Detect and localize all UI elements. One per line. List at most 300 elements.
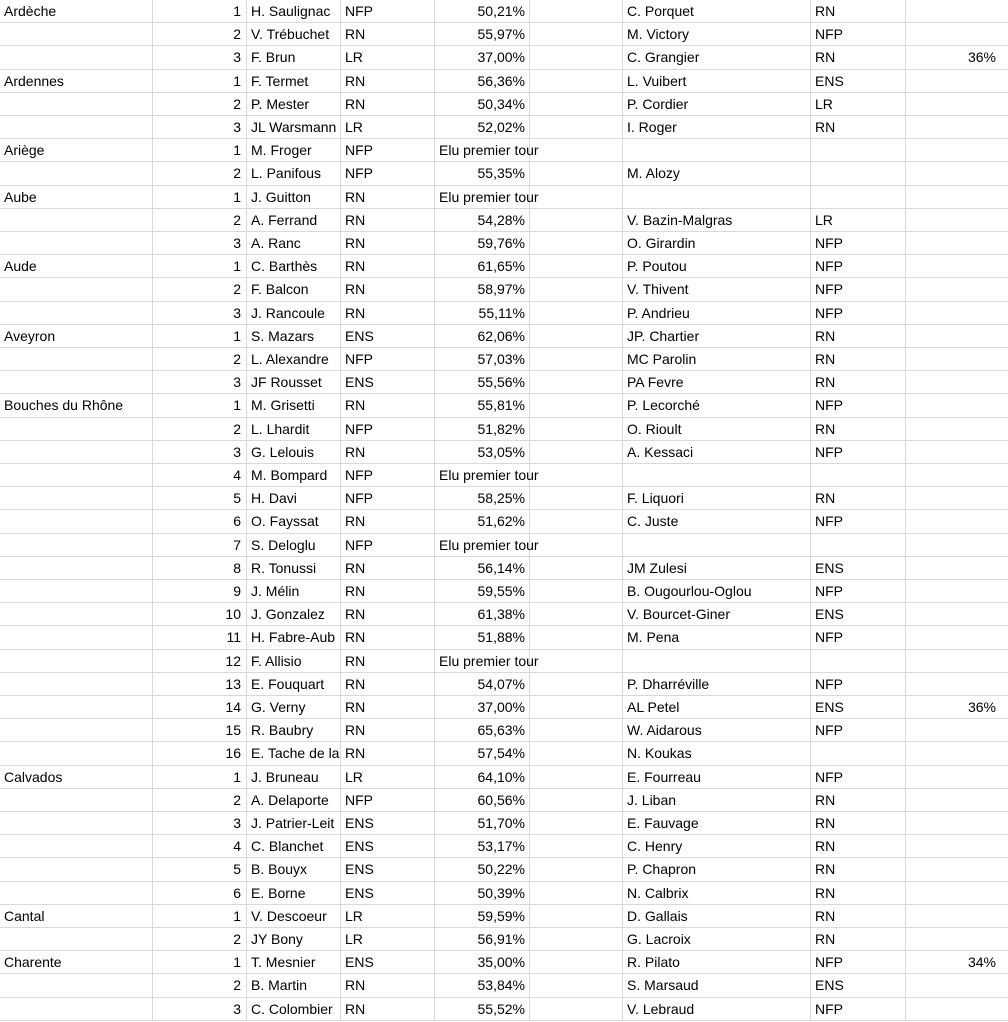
opponent-cell[interactable]: G. Lacroix xyxy=(623,928,811,951)
extra-percent-cell[interactable] xyxy=(906,186,1008,209)
department-cell[interactable] xyxy=(0,371,153,394)
candidate-cell[interactable]: A. Ranc xyxy=(247,232,341,255)
opponent-cell[interactable]: V. Thivent xyxy=(623,278,811,301)
candidate-cell[interactable]: G. Lelouis xyxy=(247,441,341,464)
opponent-party-cell[interactable]: ENS xyxy=(811,557,906,580)
constituency-number-cell[interactable]: 1 xyxy=(153,766,247,789)
score-cell[interactable]: 55,56% xyxy=(435,371,530,394)
opponent-cell[interactable]: M. Alozy xyxy=(623,162,811,185)
candidate-party-cell[interactable]: LR xyxy=(341,46,435,69)
opponent-cell[interactable]: L. Vuibert xyxy=(623,70,811,93)
candidate-cell[interactable]: E. Fouquart xyxy=(247,673,341,696)
opponent-cell[interactable] xyxy=(623,139,811,162)
empty-cell[interactable] xyxy=(530,464,623,487)
candidate-cell[interactable]: H. Fabre-Aub xyxy=(247,626,341,649)
department-cell[interactable] xyxy=(0,46,153,69)
candidate-cell[interactable]: JL Warsmann xyxy=(247,116,341,139)
extra-percent-cell[interactable] xyxy=(906,812,1008,835)
opponent-party-cell[interactable] xyxy=(811,650,906,673)
candidate-cell[interactable]: R. Tonussi xyxy=(247,557,341,580)
candidate-party-cell[interactable]: ENS xyxy=(341,325,435,348)
extra-percent-cell[interactable] xyxy=(906,162,1008,185)
opponent-party-cell[interactable]: ENS xyxy=(811,974,906,997)
opponent-cell[interactable]: JM Zulesi xyxy=(623,557,811,580)
score-cell[interactable]: 56,91% xyxy=(435,928,530,951)
score-cell[interactable]: 35,00% xyxy=(435,951,530,974)
department-cell[interactable] xyxy=(0,742,153,765)
opponent-party-cell[interactable] xyxy=(811,139,906,162)
candidate-cell[interactable]: L. Panifous xyxy=(247,162,341,185)
score-cell[interactable]: 56,36% xyxy=(435,70,530,93)
candidate-party-cell[interactable]: RN xyxy=(341,278,435,301)
constituency-number-cell[interactable]: 10 xyxy=(153,603,247,626)
empty-cell[interactable] xyxy=(530,418,623,441)
constituency-number-cell[interactable]: 2 xyxy=(153,928,247,951)
constituency-number-cell[interactable]: 2 xyxy=(153,789,247,812)
score-cell[interactable]: 60,56% xyxy=(435,789,530,812)
constituency-number-cell[interactable]: 15 xyxy=(153,719,247,742)
candidate-party-cell[interactable]: NFP xyxy=(341,534,435,557)
candidate-party-cell[interactable]: NFP xyxy=(341,487,435,510)
opponent-cell[interactable]: C. Porquet xyxy=(623,0,811,23)
empty-cell[interactable] xyxy=(530,603,623,626)
score-cell[interactable]: 61,65% xyxy=(435,255,530,278)
empty-cell[interactable] xyxy=(530,742,623,765)
extra-percent-cell[interactable] xyxy=(906,766,1008,789)
empty-cell[interactable] xyxy=(530,302,623,325)
opponent-cell[interactable]: O. Rioult xyxy=(623,418,811,441)
extra-percent-cell[interactable] xyxy=(906,70,1008,93)
candidate-party-cell[interactable]: RN xyxy=(341,974,435,997)
score-cell[interactable]: Elu premier tour xyxy=(435,139,530,162)
opponent-cell[interactable] xyxy=(623,650,811,673)
extra-percent-cell[interactable] xyxy=(906,441,1008,464)
extra-percent-cell[interactable]: 36% xyxy=(906,696,1008,719)
department-cell[interactable] xyxy=(0,673,153,696)
opponent-party-cell[interactable]: RN xyxy=(811,858,906,881)
candidate-cell[interactable]: C. Barthès xyxy=(247,255,341,278)
opponent-cell[interactable]: C. Henry xyxy=(623,835,811,858)
opponent-party-cell[interactable]: RN xyxy=(811,789,906,812)
candidate-cell[interactable]: F. Balcon xyxy=(247,278,341,301)
constituency-number-cell[interactable]: 2 xyxy=(153,209,247,232)
score-cell[interactable]: 55,35% xyxy=(435,162,530,185)
extra-percent-cell[interactable] xyxy=(906,394,1008,417)
department-cell[interactable] xyxy=(0,23,153,46)
candidate-party-cell[interactable]: RN xyxy=(341,186,435,209)
empty-cell[interactable] xyxy=(530,696,623,719)
score-cell[interactable]: 51,62% xyxy=(435,510,530,533)
candidate-party-cell[interactable]: RN xyxy=(341,719,435,742)
opponent-cell[interactable] xyxy=(623,464,811,487)
constituency-number-cell[interactable]: 8 xyxy=(153,557,247,580)
candidate-cell[interactable]: P. Mester xyxy=(247,93,341,116)
department-cell[interactable]: Bouches du Rhône xyxy=(0,394,153,417)
opponent-party-cell[interactable]: NFP xyxy=(811,951,906,974)
opponent-party-cell[interactable]: RN xyxy=(811,905,906,928)
constituency-number-cell[interactable]: 13 xyxy=(153,673,247,696)
score-cell[interactable]: 51,82% xyxy=(435,418,530,441)
score-cell[interactable]: 53,84% xyxy=(435,974,530,997)
empty-cell[interactable] xyxy=(530,951,623,974)
candidate-party-cell[interactable]: RN xyxy=(341,696,435,719)
candidate-cell[interactable]: S. Deloglu xyxy=(247,534,341,557)
candidate-party-cell[interactable]: NFP xyxy=(341,464,435,487)
empty-cell[interactable] xyxy=(530,394,623,417)
opponent-cell[interactable]: PA Fevre xyxy=(623,371,811,394)
candidate-cell[interactable]: A. Delaporte xyxy=(247,789,341,812)
empty-cell[interactable] xyxy=(530,441,623,464)
opponent-party-cell[interactable]: RN xyxy=(811,835,906,858)
constituency-number-cell[interactable]: 2 xyxy=(153,93,247,116)
empty-cell[interactable] xyxy=(530,139,623,162)
constituency-number-cell[interactable]: 3 xyxy=(153,371,247,394)
score-cell[interactable]: 55,81% xyxy=(435,394,530,417)
opponent-cell[interactable]: N. Koukas xyxy=(623,742,811,765)
extra-percent-cell[interactable] xyxy=(906,23,1008,46)
extra-percent-cell[interactable] xyxy=(906,789,1008,812)
extra-percent-cell[interactable] xyxy=(906,139,1008,162)
extra-percent-cell[interactable] xyxy=(906,835,1008,858)
opponent-party-cell[interactable] xyxy=(811,186,906,209)
candidate-party-cell[interactable]: NFP xyxy=(341,162,435,185)
extra-percent-cell[interactable] xyxy=(906,255,1008,278)
department-cell[interactable] xyxy=(0,835,153,858)
department-cell[interactable] xyxy=(0,626,153,649)
constituency-number-cell[interactable]: 3 xyxy=(153,812,247,835)
score-cell[interactable]: 50,22% xyxy=(435,858,530,881)
score-cell[interactable]: 37,00% xyxy=(435,46,530,69)
candidate-party-cell[interactable]: RN xyxy=(341,93,435,116)
candidate-cell[interactable]: V. Trébuchet xyxy=(247,23,341,46)
extra-percent-cell[interactable]: 34% xyxy=(906,951,1008,974)
constituency-number-cell[interactable]: 3 xyxy=(153,46,247,69)
department-cell[interactable] xyxy=(0,650,153,673)
opponent-party-cell[interactable]: RN xyxy=(811,371,906,394)
constituency-number-cell[interactable]: 3 xyxy=(153,116,247,139)
extra-percent-cell[interactable] xyxy=(906,719,1008,742)
opponent-party-cell[interactable]: NFP xyxy=(811,278,906,301)
extra-percent-cell[interactable] xyxy=(906,534,1008,557)
department-cell[interactable]: Ardennes xyxy=(0,70,153,93)
department-cell[interactable] xyxy=(0,998,153,1021)
opponent-cell[interactable]: V. Bourcet-Giner xyxy=(623,603,811,626)
candidate-cell[interactable]: L. Alexandre xyxy=(247,348,341,371)
constituency-number-cell[interactable]: 1 xyxy=(153,0,247,23)
candidate-cell[interactable]: L. Lhardit xyxy=(247,418,341,441)
constituency-number-cell[interactable]: 1 xyxy=(153,951,247,974)
score-cell[interactable]: Elu premier tour xyxy=(435,186,530,209)
score-cell[interactable]: 56,14% xyxy=(435,557,530,580)
score-cell[interactable]: 54,28% xyxy=(435,209,530,232)
extra-percent-cell[interactable] xyxy=(906,742,1008,765)
extra-percent-cell[interactable] xyxy=(906,928,1008,951)
candidate-cell[interactable]: V. Descoeur xyxy=(247,905,341,928)
opponent-cell[interactable]: AL Petel xyxy=(623,696,811,719)
extra-percent-cell[interactable] xyxy=(906,603,1008,626)
empty-cell[interactable] xyxy=(530,255,623,278)
empty-cell[interactable] xyxy=(530,580,623,603)
opponent-cell[interactable]: MC Parolin xyxy=(623,348,811,371)
opponent-party-cell[interactable]: NFP xyxy=(811,626,906,649)
candidate-party-cell[interactable]: RN xyxy=(341,626,435,649)
opponent-cell[interactable]: P. Poutou xyxy=(623,255,811,278)
opponent-party-cell[interactable]: NFP xyxy=(811,232,906,255)
candidate-cell[interactable]: G. Verny xyxy=(247,696,341,719)
candidate-cell[interactable]: J. Mélin xyxy=(247,580,341,603)
department-cell[interactable] xyxy=(0,116,153,139)
extra-percent-cell[interactable] xyxy=(906,348,1008,371)
opponent-party-cell[interactable]: RN xyxy=(811,0,906,23)
empty-cell[interactable] xyxy=(530,162,623,185)
opponent-party-cell[interactable] xyxy=(811,742,906,765)
constituency-number-cell[interactable]: 1 xyxy=(153,70,247,93)
candidate-party-cell[interactable]: RN xyxy=(341,673,435,696)
opponent-cell[interactable]: A. Kessaci xyxy=(623,441,811,464)
opponent-cell[interactable]: M. Victory xyxy=(623,23,811,46)
department-cell[interactable] xyxy=(0,789,153,812)
empty-cell[interactable] xyxy=(530,209,623,232)
department-cell[interactable] xyxy=(0,510,153,533)
empty-cell[interactable] xyxy=(530,46,623,69)
score-cell[interactable]: 58,97% xyxy=(435,278,530,301)
department-cell[interactable] xyxy=(0,719,153,742)
opponent-party-cell[interactable]: RN xyxy=(811,46,906,69)
extra-percent-cell[interactable] xyxy=(906,278,1008,301)
extra-percent-cell[interactable] xyxy=(906,974,1008,997)
empty-cell[interactable] xyxy=(530,93,623,116)
candidate-cell[interactable]: O. Fayssat xyxy=(247,510,341,533)
opponent-cell[interactable]: E. Fourreau xyxy=(623,766,811,789)
opponent-cell[interactable]: P. Chapron xyxy=(623,858,811,881)
department-cell[interactable]: Aude xyxy=(0,255,153,278)
score-cell[interactable]: 59,59% xyxy=(435,905,530,928)
empty-cell[interactable] xyxy=(530,371,623,394)
empty-cell[interactable] xyxy=(530,882,623,905)
candidate-cell[interactable]: J. Patrier-Leit xyxy=(247,812,341,835)
opponent-party-cell[interactable]: LR xyxy=(811,209,906,232)
candidate-cell[interactable]: T. Mesnier xyxy=(247,951,341,974)
department-cell[interactable] xyxy=(0,974,153,997)
opponent-cell[interactable]: O. Girardin xyxy=(623,232,811,255)
score-cell[interactable]: 51,88% xyxy=(435,626,530,649)
department-cell[interactable] xyxy=(0,209,153,232)
empty-cell[interactable] xyxy=(530,325,623,348)
opponent-cell[interactable]: P. Andrieu xyxy=(623,302,811,325)
empty-cell[interactable] xyxy=(530,186,623,209)
department-cell[interactable] xyxy=(0,696,153,719)
candidate-cell[interactable]: J. Guitton xyxy=(247,186,341,209)
extra-percent-cell[interactable] xyxy=(906,0,1008,23)
candidate-cell[interactable]: H. Davi xyxy=(247,487,341,510)
score-cell[interactable]: 59,76% xyxy=(435,232,530,255)
constituency-number-cell[interactable]: 2 xyxy=(153,278,247,301)
department-cell[interactable] xyxy=(0,534,153,557)
constituency-number-cell[interactable]: 1 xyxy=(153,139,247,162)
score-cell[interactable]: 51,70% xyxy=(435,812,530,835)
empty-cell[interactable] xyxy=(530,116,623,139)
candidate-cell[interactable]: H. Saulignac xyxy=(247,0,341,23)
opponent-cell[interactable]: D. Gallais xyxy=(623,905,811,928)
extra-percent-cell[interactable] xyxy=(906,858,1008,881)
constituency-number-cell[interactable]: 4 xyxy=(153,835,247,858)
empty-cell[interactable] xyxy=(530,998,623,1021)
constituency-number-cell[interactable]: 6 xyxy=(153,882,247,905)
score-cell[interactable]: 50,21% xyxy=(435,0,530,23)
candidate-party-cell[interactable]: ENS xyxy=(341,812,435,835)
candidate-cell[interactable]: B. Bouyx xyxy=(247,858,341,881)
constituency-number-cell[interactable]: 12 xyxy=(153,650,247,673)
empty-cell[interactable] xyxy=(530,232,623,255)
opponent-cell[interactable]: M. Pena xyxy=(623,626,811,649)
constituency-number-cell[interactable]: 9 xyxy=(153,580,247,603)
opponent-cell[interactable]: S. Marsaud xyxy=(623,974,811,997)
constituency-number-cell[interactable]: 3 xyxy=(153,302,247,325)
opponent-cell[interactable]: P. Cordier xyxy=(623,93,811,116)
constituency-number-cell[interactable]: 1 xyxy=(153,394,247,417)
opponent-party-cell[interactable]: RN xyxy=(811,928,906,951)
department-cell[interactable] xyxy=(0,928,153,951)
opponent-party-cell[interactable]: ENS xyxy=(811,696,906,719)
department-cell[interactable] xyxy=(0,580,153,603)
opponent-party-cell[interactable]: NFP xyxy=(811,673,906,696)
score-cell[interactable]: 55,52% xyxy=(435,998,530,1021)
opponent-cell[interactable]: N. Calbrix xyxy=(623,882,811,905)
opponent-party-cell[interactable]: RN xyxy=(811,325,906,348)
candidate-cell[interactable]: M. Bompard xyxy=(247,464,341,487)
candidate-cell[interactable]: C. Blanchet xyxy=(247,835,341,858)
opponent-party-cell[interactable]: NFP xyxy=(811,998,906,1021)
candidate-party-cell[interactable]: LR xyxy=(341,116,435,139)
candidate-cell[interactable]: JY Bony xyxy=(247,928,341,951)
candidate-party-cell[interactable]: RN xyxy=(341,255,435,278)
opponent-cell[interactable]: C. Juste xyxy=(623,510,811,533)
score-cell[interactable]: 53,17% xyxy=(435,835,530,858)
empty-cell[interactable] xyxy=(530,557,623,580)
opponent-party-cell[interactable]: RN xyxy=(811,812,906,835)
constituency-number-cell[interactable]: 16 xyxy=(153,742,247,765)
score-cell[interactable]: Elu premier tour xyxy=(435,650,530,673)
constituency-number-cell[interactable]: 5 xyxy=(153,858,247,881)
department-cell[interactable] xyxy=(0,812,153,835)
opponent-cell[interactable]: C. Grangier xyxy=(623,46,811,69)
extra-percent-cell[interactable] xyxy=(906,650,1008,673)
department-cell[interactable]: Ardèche xyxy=(0,0,153,23)
extra-percent-cell[interactable] xyxy=(906,116,1008,139)
department-cell[interactable]: Charente xyxy=(0,951,153,974)
score-cell[interactable]: 61,38% xyxy=(435,603,530,626)
score-cell[interactable]: 64,10% xyxy=(435,766,530,789)
opponent-cell[interactable]: F. Liquori xyxy=(623,487,811,510)
opponent-party-cell[interactable]: RN xyxy=(811,882,906,905)
candidate-party-cell[interactable]: RN xyxy=(341,557,435,580)
constituency-number-cell[interactable]: 11 xyxy=(153,626,247,649)
department-cell[interactable] xyxy=(0,858,153,881)
candidate-party-cell[interactable]: RN xyxy=(341,232,435,255)
department-cell[interactable]: Aube xyxy=(0,186,153,209)
department-cell[interactable] xyxy=(0,464,153,487)
department-cell[interactable] xyxy=(0,93,153,116)
candidate-cell[interactable]: F. Allisio xyxy=(247,650,341,673)
opponent-party-cell[interactable]: RN xyxy=(811,116,906,139)
score-cell[interactable]: 50,34% xyxy=(435,93,530,116)
opponent-cell[interactable]: P. Dharréville xyxy=(623,673,811,696)
opponent-party-cell[interactable]: ENS xyxy=(811,70,906,93)
opponent-party-cell[interactable]: RN xyxy=(811,418,906,441)
constituency-number-cell[interactable]: 6 xyxy=(153,510,247,533)
score-cell[interactable]: Elu premier tour xyxy=(435,534,530,557)
extra-percent-cell[interactable] xyxy=(906,232,1008,255)
empty-cell[interactable] xyxy=(530,510,623,533)
candidate-party-cell[interactable]: ENS xyxy=(341,835,435,858)
opponent-cell[interactable]: I. Roger xyxy=(623,116,811,139)
extra-percent-cell[interactable] xyxy=(906,325,1008,348)
score-cell[interactable]: 55,97% xyxy=(435,23,530,46)
score-cell[interactable]: 57,54% xyxy=(435,742,530,765)
extra-percent-cell[interactable] xyxy=(906,418,1008,441)
empty-cell[interactable] xyxy=(530,789,623,812)
department-cell[interactable] xyxy=(0,557,153,580)
constituency-number-cell[interactable]: 1 xyxy=(153,255,247,278)
opponent-party-cell[interactable]: NFP xyxy=(811,23,906,46)
candidate-cell[interactable]: JF Rousset xyxy=(247,371,341,394)
candidate-party-cell[interactable]: RN xyxy=(341,580,435,603)
empty-cell[interactable] xyxy=(530,928,623,951)
constituency-number-cell[interactable]: 2 xyxy=(153,162,247,185)
constituency-number-cell[interactable]: 14 xyxy=(153,696,247,719)
empty-cell[interactable] xyxy=(530,0,623,23)
department-cell[interactable] xyxy=(0,278,153,301)
extra-percent-cell[interactable] xyxy=(906,93,1008,116)
constituency-number-cell[interactable]: 2 xyxy=(153,23,247,46)
opponent-party-cell[interactable]: NFP xyxy=(811,302,906,325)
department-cell[interactable] xyxy=(0,418,153,441)
constituency-number-cell[interactable]: 1 xyxy=(153,905,247,928)
candidate-party-cell[interactable]: NFP xyxy=(341,139,435,162)
empty-cell[interactable] xyxy=(530,812,623,835)
extra-percent-cell[interactable] xyxy=(906,580,1008,603)
department-cell[interactable] xyxy=(0,441,153,464)
opponent-cell[interactable]: E. Fauvage xyxy=(623,812,811,835)
department-cell[interactable] xyxy=(0,348,153,371)
opponent-party-cell[interactable]: NFP xyxy=(811,766,906,789)
score-cell[interactable]: 59,55% xyxy=(435,580,530,603)
candidate-party-cell[interactable]: ENS xyxy=(341,858,435,881)
candidate-party-cell[interactable]: NFP xyxy=(341,348,435,371)
empty-cell[interactable] xyxy=(530,835,623,858)
opponent-party-cell[interactable]: LR xyxy=(811,93,906,116)
constituency-number-cell[interactable]: 2 xyxy=(153,348,247,371)
department-cell[interactable]: Aveyron xyxy=(0,325,153,348)
constituency-number-cell[interactable]: 2 xyxy=(153,418,247,441)
candidate-party-cell[interactable]: RN xyxy=(341,998,435,1021)
score-cell[interactable]: 54,07% xyxy=(435,673,530,696)
candidate-party-cell[interactable]: LR xyxy=(341,766,435,789)
constituency-number-cell[interactable]: 1 xyxy=(153,186,247,209)
score-cell[interactable]: 57,03% xyxy=(435,348,530,371)
opponent-party-cell[interactable]: NFP xyxy=(811,441,906,464)
extra-percent-cell[interactable] xyxy=(906,882,1008,905)
opponent-cell[interactable]: V. Bazin-Malgras xyxy=(623,209,811,232)
constituency-number-cell[interactable]: 1 xyxy=(153,325,247,348)
opponent-party-cell[interactable]: RN xyxy=(811,487,906,510)
candidate-cell[interactable]: R. Baubry xyxy=(247,719,341,742)
empty-cell[interactable] xyxy=(530,905,623,928)
opponent-cell[interactable] xyxy=(623,534,811,557)
opponent-party-cell[interactable] xyxy=(811,162,906,185)
candidate-cell[interactable]: M. Froger xyxy=(247,139,341,162)
score-cell[interactable]: 55,11% xyxy=(435,302,530,325)
